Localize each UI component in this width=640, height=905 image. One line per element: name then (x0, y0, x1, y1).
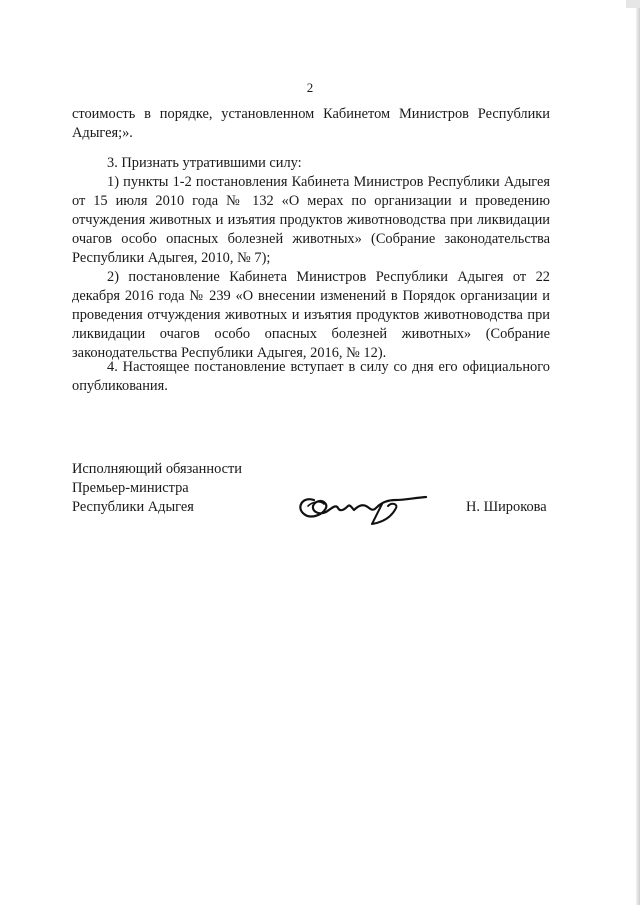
signatory-name: Н. Широкова (466, 499, 547, 515)
paragraph-repeal-item-2: 2) постановление Кабинета Министров Республики Адыгея от 22 декабря 2016 года № 239 «О внесении изменений в Порядок организации и проведения отчуждения животных и изъятия продуктов животноводства при ликвидации очагов особо опасных болезней животных» (Собрание законодательства Республики Адыгея, 2016, № 12). (72, 269, 550, 361)
paragraph-continuation: стоимость в порядке, установленном Кабинетом Министров Республики Адыгея;». (72, 106, 550, 141)
signatory-title-line: Республики Адыгея (72, 499, 194, 515)
paragraph-repeal-heading: 3. Признать утратившими силу: (107, 155, 302, 171)
handwritten-signature (292, 486, 432, 526)
page-corner-mark (626, 0, 640, 8)
signatory-title-line: Исполняющий обязанности (72, 461, 243, 477)
text-block-effective (72, 358, 550, 396)
page-number: 2 (306, 80, 314, 95)
paragraph-effective-date: 4. Настоящее постановление вступает в силу со дня его официального опубликования. (72, 359, 550, 394)
signatory-title (72, 460, 242, 517)
text-block-continuation (72, 105, 550, 143)
text-block-repeal (72, 154, 550, 363)
paragraph-repeal-item-1: 1) пункты 1-2 постановления Кабинета Министров Республики Адыгея от 15 июля 2010 года № 132 «О мерах по организации и проведению отчуждения животных и изъятия продуктов животноводства при ликвидации очагов особо опасных болезней животных» (Собрание законодательства Республики Адыгея, 2010, № 7); (72, 174, 550, 266)
signatory-title-line: Премьер-министра (72, 480, 189, 496)
page-edge-shadow (636, 0, 640, 905)
